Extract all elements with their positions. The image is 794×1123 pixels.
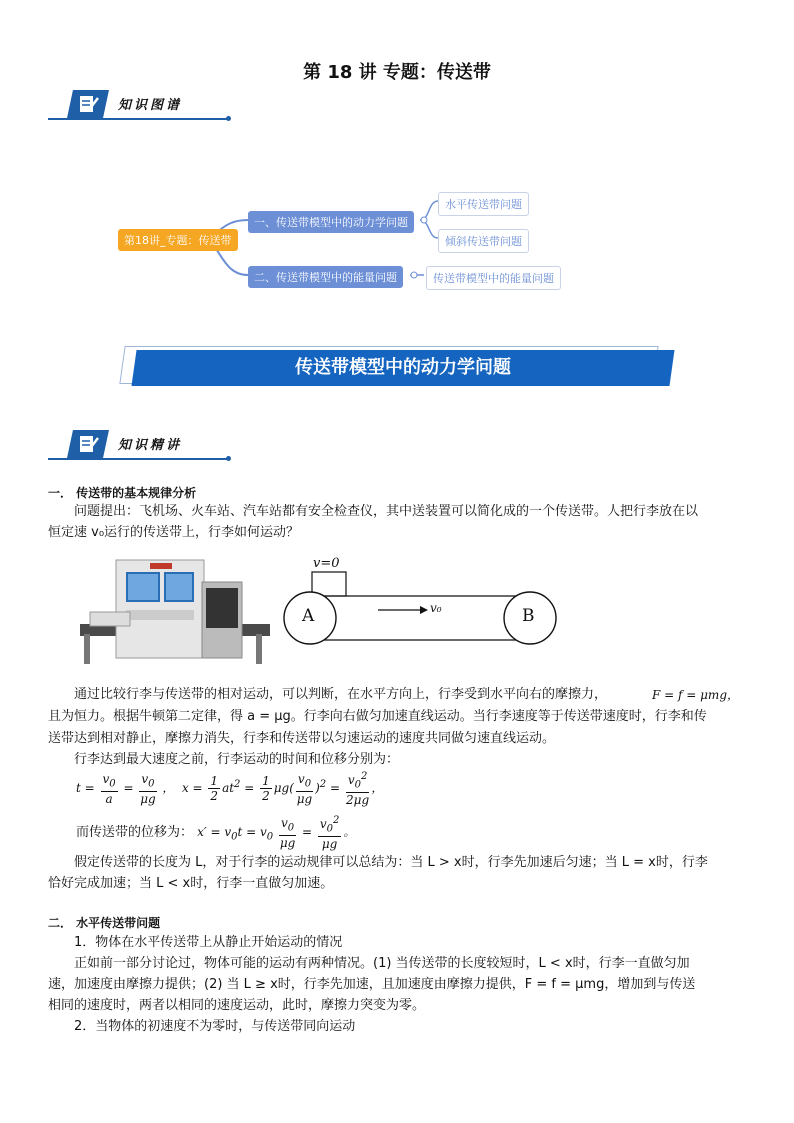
topic-banner bbox=[122, 346, 672, 386]
pulley-a-label: A bbox=[302, 606, 315, 626]
mindmap-branch-dynamics[interactable]: 一、传送带模型中的动力学问题 bbox=[248, 211, 414, 233]
mindmap-root[interactable]: 第18讲_专题：传送带 bbox=[118, 229, 238, 251]
section1-p2a: 通过比较行李与传送带的相对运动，可以判断，在水平方向上，行李受到水平向右的摩擦力， bbox=[74, 687, 608, 702]
notebook-pen-icon bbox=[78, 434, 100, 454]
banner-title: 传送带模型中的动力学问题 bbox=[295, 357, 511, 378]
section1-p2b: 且为恒力。根据牛顿第二定律，得 a = μg。行李向右做匀加速直线运动。当行李速度等于传送带速度时，行李和传 bbox=[48, 709, 707, 724]
mindmap-leaf-inclined[interactable]: 倾斜传送带问题 bbox=[438, 229, 529, 253]
belt-displacement-prefix: 而传送带的位移为： bbox=[76, 825, 194, 841]
diagram-v-label: v=0 bbox=[313, 556, 340, 571]
section1-p1b: 恒定速 v₀运行的传送带上，行李如何运动？ bbox=[48, 525, 300, 540]
section-header-label: 知识精讲 bbox=[118, 438, 183, 453]
section-header-knowledge-map bbox=[48, 90, 248, 124]
notebook-pen-icon bbox=[78, 94, 100, 114]
belt-velocity-label: v₀ bbox=[430, 601, 442, 615]
page-title: 第 18 讲 专题：传送带 bbox=[303, 62, 491, 83]
section1-p2a-equation: F = f = μmg， bbox=[652, 688, 739, 702]
section1-p5b: 恰好完成加速；当 L < x时，行李一直做匀加速。 bbox=[48, 876, 334, 891]
section-header-label: 知识图谱 bbox=[118, 98, 183, 113]
section2-item1: 1．物体在水平传送带上从静止开始运动的情况 bbox=[74, 935, 343, 950]
mindmap-branch-energy[interactable]: 二、传送带模型中的能量问题 bbox=[248, 266, 403, 288]
section-header-knowledge-detail bbox=[48, 430, 248, 464]
xray-scanner-image bbox=[70, 552, 280, 670]
formula-time-displacement: t = $\frac{v_0}{a}$ = $\frac{v_0}{\mu g}$ ， x = $\frac{1}{2}$ $at^2$ = $\frac{1}{2}$ μg( $\frac{v_0}{\mu g}$ )$^2$ = $\frac{v_0^2}{2\mu g}$ ， bbox=[76, 771, 384, 808]
section1-heading: 一． 传送带的基本规律分析 bbox=[48, 486, 197, 500]
formula-belt-displacement: 而传送带的位移为： $x' = v_0t = v_0$ $\frac{v_0}{\mu g}$ = $\frac{v_0^2}{\mu g}$ 。 bbox=[76, 815, 356, 852]
section1-p5a: 假定传送带的长度为 L，对于行李的运动规律可以总结为：当 L > x时，行李先加速后匀速；当 L = x时，行李 bbox=[74, 855, 708, 870]
section2-heading: 二． 水平传送带问题 bbox=[48, 916, 161, 930]
section1-p3: 行李达到最大速度之前，行李运动的时间和位移分别为： bbox=[74, 752, 400, 767]
mindmap-leaf-horizontal[interactable]: 水平传送带问题 bbox=[438, 192, 529, 216]
section2-item2: 2．当物体的初速度不为零时，与传送带同向运动 bbox=[74, 1019, 356, 1034]
pulley-b-label: B bbox=[522, 606, 535, 626]
section2-p1b: 速，加速度由摩擦力提供；(2) 当 L ≥ x时，行李先加速，且加速度由摩擦力提供，F = f = μmg，增加到与传送 bbox=[48, 977, 696, 992]
section1-p2c: 送带达到相对静止，摩擦力消失，行李和传送带以匀速运动的速度共同做匀速直线运动。 bbox=[48, 731, 556, 746]
mindmap-leaf-energy[interactable]: 传送带模型中的能量问题 bbox=[426, 266, 561, 290]
section1-p1a: 问题提出：飞机场、火车站、汽车站都有安全检查仪，其中送装置可以简化成的一个传送带。人把行李放在以 bbox=[74, 504, 699, 519]
section2-p1a: 正如前一部分讨论过，物体可能的运动有两种情况。(1) 当传送带的长度较短时，L < x时，行李一直做匀加 bbox=[74, 956, 690, 971]
section2-p1c: 相同的速度时，两者以相同的速度运动，此时，摩擦力突变为零。 bbox=[48, 998, 426, 1013]
